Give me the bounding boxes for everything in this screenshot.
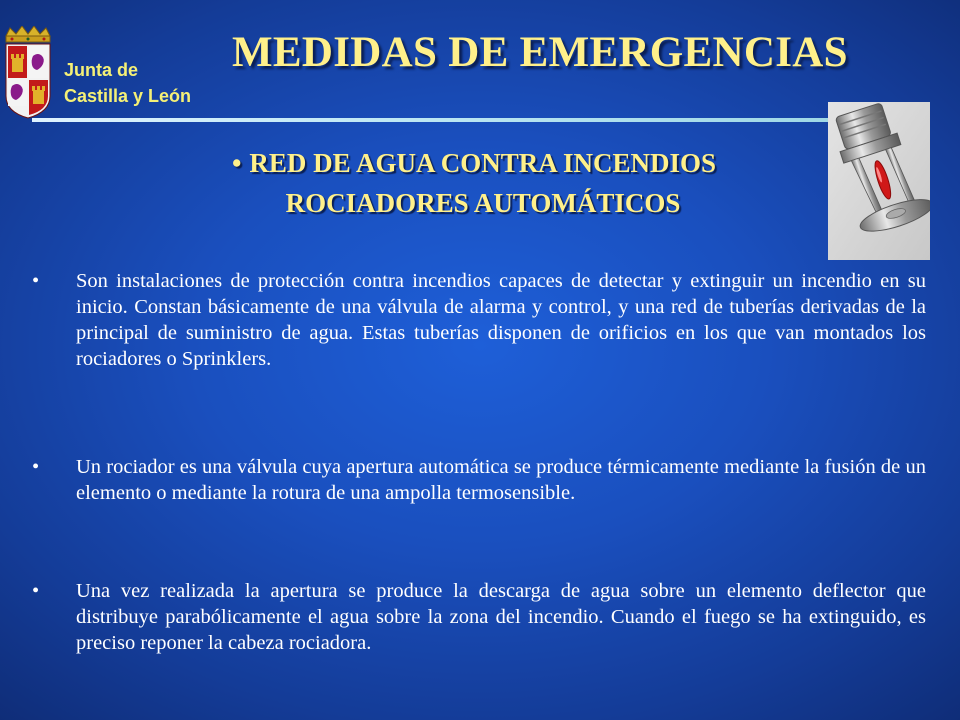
section-heading xyxy=(0,148,954,179)
bullet: • xyxy=(32,270,40,292)
sprinkler-head-photo xyxy=(828,102,930,260)
list-item xyxy=(32,268,926,372)
org-line-1: Junta de xyxy=(64,60,139,80)
list-item xyxy=(32,454,926,506)
paragraph-text: Son instalaciones de protección contra incendios capaces de detectar y extinguir un incendio en su inicio. Constan básicamente de una válvula de alarma y control, y una red de tuberías derivadas de la principal de suministro de agua. Estas tuberías disponen de orificios en los que van montados los rociadores o Sprinklers. xyxy=(76,270,926,370)
paragraph-text: Una vez realizada la apertura se produce la descarga de agua sobre un elemento deflector que distribuye parabólicamente el agua sobre la zona del incendio. Cuando el fuego se ha extinguido, es preciso reponer la cabeza rociadora. xyxy=(76,580,926,654)
header-divider xyxy=(32,118,832,122)
org-line-2: Castilla y León xyxy=(64,86,192,106)
page-title: MEDIDAS DE EMERGENCIAS xyxy=(232,29,848,76)
organization-name xyxy=(64,57,191,109)
section-subheading: ROCIADORES AUTOMÁTICOS xyxy=(285,188,681,218)
paragraph-text: Un rociador es una válvula cuya apertura automática se produce térmicamente mediante la fusión de un elemento o mediante la rotura de una ampolla termosensible. xyxy=(76,456,926,504)
bullet: • xyxy=(32,580,40,602)
section-heading-text: RED DE AGUA CONTRA INCENDIOS xyxy=(249,148,717,178)
list-item xyxy=(32,578,926,656)
section-bullet: • xyxy=(231,148,242,178)
castilla-leon-crest-icon xyxy=(0,26,56,120)
bullet: • xyxy=(32,456,40,478)
